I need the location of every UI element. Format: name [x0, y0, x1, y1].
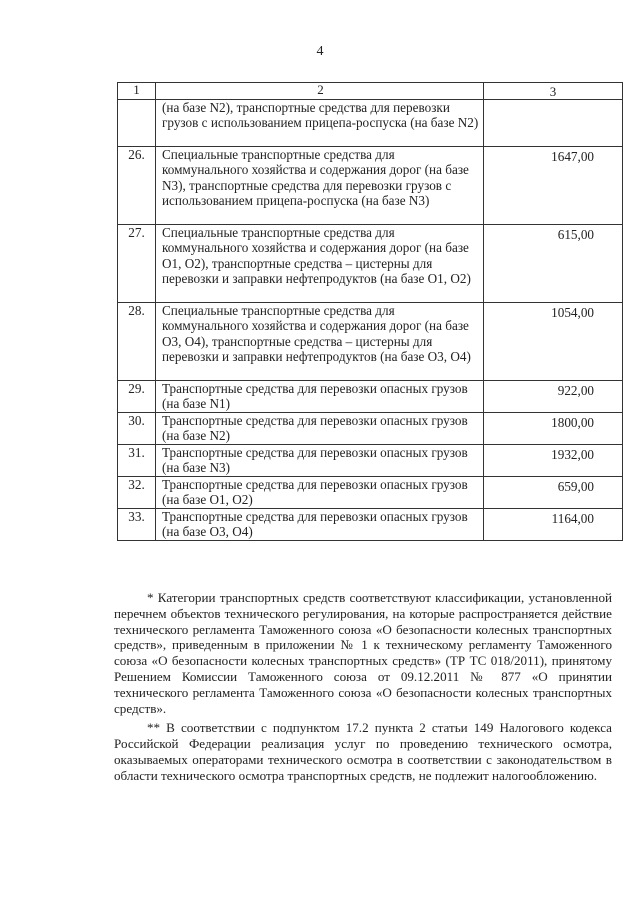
- row-number: 30.: [118, 413, 156, 445]
- row-description: Транспортные средства для перевозки опасных грузов (на базе N2): [156, 413, 484, 445]
- footnote-tax-exemption: ** В соответствии с подпунктом 17.2 пункта 2 статьи 149 Налогового кодекса Российской Федерации реализация услуг по проведению технического осмотра, оказываемых операторами технического осмотра в соответствии с законодательством в области технического осмотра транспортных средств, не подлежит налогообложению.: [114, 720, 612, 783]
- row-number: 27.: [118, 225, 156, 303]
- table-row: [118, 225, 623, 303]
- table-row: [118, 303, 623, 381]
- row-value: 1932,00: [484, 445, 623, 477]
- row-number: 31.: [118, 445, 156, 477]
- page-number: 4: [316, 44, 324, 59]
- row-value: 1800,00: [484, 413, 623, 445]
- row-number: 29.: [118, 381, 156, 413]
- row-value: 659,00: [484, 477, 623, 509]
- row-description: (на базе N2), транспортные средства для перевозки грузов с использованием прицепа-роспуска (на базе N2): [156, 100, 484, 147]
- row-value: 1164,00: [484, 509, 623, 541]
- row-number: 33.: [118, 509, 156, 541]
- row-value: 615,00: [484, 225, 623, 303]
- row-description: Транспортные средства для перевозки опасных грузов (на базе N3): [156, 445, 484, 477]
- table-row: [118, 477, 623, 509]
- header-col-2: 2: [156, 83, 484, 100]
- table-row-continuation: [118, 100, 623, 147]
- table-row: [118, 509, 623, 541]
- table-row: [118, 445, 623, 477]
- row-value: 1054,00: [484, 303, 623, 381]
- table-header-row: [118, 83, 623, 100]
- row-description: Специальные транспортные средства для коммунального хозяйства и содержания дорог (на базе N3), транспортные средства для перевозки грузов с использованием прицепа-роспуска (на базе N3): [156, 147, 484, 225]
- table-row: [118, 381, 623, 413]
- header-col-1: 1: [118, 83, 156, 100]
- row-number: [118, 100, 156, 147]
- row-value: [484, 100, 623, 147]
- row-number: 28.: [118, 303, 156, 381]
- row-description: Транспортные средства для перевозки опасных грузов (на базе О1, О2): [156, 477, 484, 509]
- footnote-vehicle-categories: * Категории транспортных средств соответствуют классификации, установленной перечнем объектов технического регулирования, на которые распространяется действие технического регламента Таможенного союза «О безопасности колесных транспортных средств», приведенным в приложении № 1 к техническому регламенту Таможенного союза «О безопасности колесных транспортных средств» (ТР ТС 018/2011), принятому Решением Комиссии Таможенного союза от 09.12.2011 № 877 «О принятии технического регламента Таможенного союза «О безопасности колесных транспортных средств».: [114, 590, 612, 716]
- table-row: [118, 413, 623, 445]
- header-col-3: 3: [484, 83, 623, 100]
- row-number: 26.: [118, 147, 156, 225]
- row-description: Транспортные средства для перевозки опасных грузов (на базе О3, О4): [156, 509, 484, 541]
- table-row: [118, 147, 623, 225]
- row-description: Специальные транспортные средства для коммунального хозяйства и содержания дорог (на базе О1, О2), транспортные средства – цистерны для перевозки и заправки нефтепродуктов (на базе О1, О2): [156, 225, 484, 303]
- row-value: 922,00: [484, 381, 623, 413]
- row-number: 32.: [118, 477, 156, 509]
- footnotes: [114, 590, 612, 788]
- row-description: Специальные транспортные средства для коммунального хозяйства и содержания дорог (на базе О3, О4), транспортные средства – цистерны для перевозки и заправки нефтепродуктов (на базе О3, О4): [156, 303, 484, 381]
- tariff-table: [117, 82, 623, 541]
- row-value: 1647,00: [484, 147, 623, 225]
- row-description: Транспортные средства для перевозки опасных грузов (на базе N1): [156, 381, 484, 413]
